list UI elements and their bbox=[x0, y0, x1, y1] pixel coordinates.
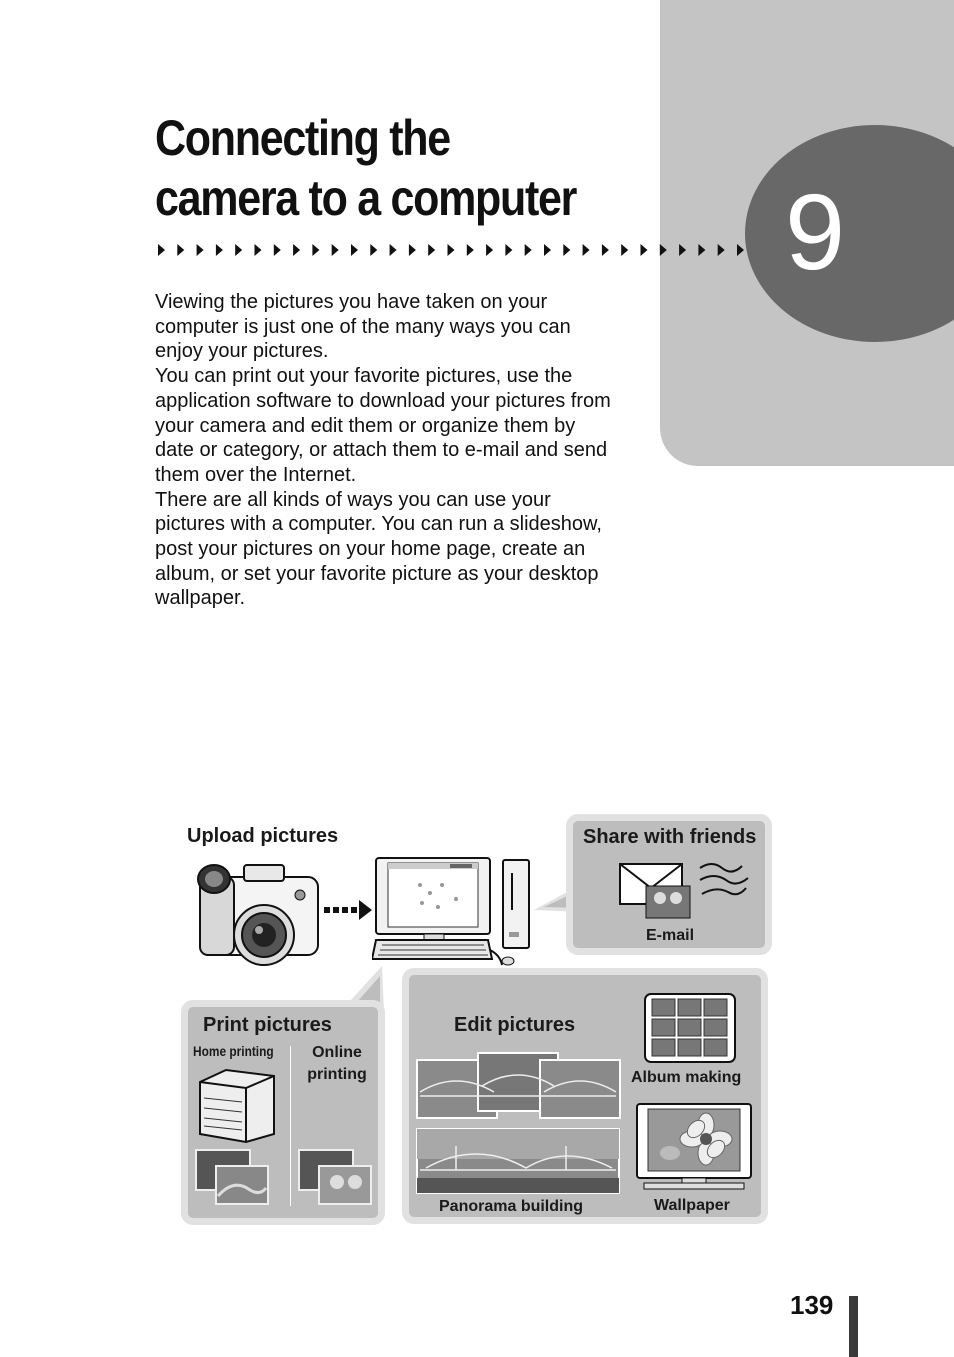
album-cell bbox=[652, 999, 675, 1016]
album-cell bbox=[704, 1039, 727, 1056]
arrow-bullet bbox=[641, 244, 648, 256]
page-number: 139 bbox=[790, 1290, 834, 1320]
album-icon bbox=[644, 993, 736, 1063]
arrow-bullet bbox=[177, 244, 184, 256]
album-cell bbox=[704, 999, 727, 1016]
intro-paragraph: You can print out your favorite pictures, use the application software to download your pictures from your camera and edit them or organize them by date or category, or attach them to e-mail and send them over the Internet. bbox=[155, 365, 611, 486]
arrow-bullet bbox=[621, 244, 628, 256]
arrow-bullet bbox=[370, 244, 377, 256]
arrow-bullet bbox=[255, 244, 262, 256]
arrow-bullet bbox=[235, 244, 242, 256]
arrow-bullet bbox=[351, 244, 358, 256]
print-divider bbox=[290, 1046, 291, 1206]
arrow-bullet bbox=[312, 244, 319, 256]
arrow-bullet bbox=[486, 244, 493, 256]
album-cell bbox=[678, 1019, 701, 1036]
arrow-bullet bbox=[679, 244, 686, 256]
arrow-bullet bbox=[525, 244, 532, 256]
panorama-building-label: Panorama building bbox=[439, 1198, 584, 1215]
arrow-bullet bbox=[660, 244, 667, 256]
arrow-bullet bbox=[428, 244, 435, 256]
album-cell bbox=[704, 1019, 727, 1036]
online-printing-label: Online printing bbox=[307, 1044, 367, 1083]
print-pictures-label: Print pictures bbox=[203, 1014, 332, 1036]
home-print-photos bbox=[194, 1148, 270, 1206]
album-cell bbox=[652, 1019, 675, 1036]
arrow-bullet bbox=[158, 244, 165, 256]
panorama-result-photo bbox=[416, 1128, 620, 1194]
arrow-bullet bbox=[274, 244, 281, 256]
online-print-photos bbox=[297, 1148, 373, 1206]
intro-paragraph: There are all kinds of ways you can use your pictures with a computer. You can run a slideshow, post your pictures on your home page, create an album, or set your favorite picture as your desktop wallpaper. bbox=[155, 488, 602, 610]
intro-text bbox=[155, 290, 615, 611]
album-cell bbox=[678, 1039, 701, 1056]
arrow-bullet bbox=[544, 244, 551, 256]
album-cell bbox=[652, 1039, 675, 1056]
album-making-label: Album making bbox=[631, 1069, 742, 1086]
arrow-divider bbox=[158, 243, 758, 257]
arrow-bullet bbox=[737, 244, 744, 256]
arrow-bullet bbox=[583, 244, 590, 256]
chapter-number: 9 bbox=[784, 171, 846, 292]
arrow-bullet bbox=[216, 244, 223, 256]
arrow-bullet bbox=[390, 244, 397, 256]
intro-paragraph: Viewing the pictures you have taken on your computer is just one of the many ways you can enjoy your pictures. bbox=[155, 291, 571, 363]
page-edge-bar bbox=[849, 1296, 858, 1357]
arrow-bullet bbox=[505, 244, 512, 256]
arrow-bullet bbox=[448, 244, 455, 256]
album-cell bbox=[678, 999, 701, 1016]
arrow-bullet bbox=[718, 244, 725, 256]
arrow-bullet bbox=[293, 244, 300, 256]
arrow-bullet bbox=[332, 244, 339, 256]
wallpaper-label: Wallpaper bbox=[654, 1197, 730, 1214]
edit-panel-join bbox=[485, 998, 575, 1014]
chapter-title-line-2: camera to a computer bbox=[155, 170, 577, 226]
arrow-bullet bbox=[602, 244, 609, 256]
printer-icon bbox=[196, 1068, 278, 1144]
transfer-arrow-icon bbox=[322, 898, 374, 924]
arrow-bullet bbox=[698, 244, 705, 256]
email-icon bbox=[616, 858, 756, 922]
chapter-title bbox=[155, 108, 602, 228]
email-label: E-mail bbox=[646, 927, 695, 944]
upload-pictures-label: Upload pictures bbox=[187, 825, 339, 847]
computer-icon bbox=[372, 855, 542, 967]
camera-icon bbox=[192, 855, 327, 970]
chapter-title-line-1: Connecting the bbox=[155, 110, 450, 166]
arrow-bullet bbox=[409, 244, 416, 256]
wallpaper-monitor-icon bbox=[636, 1103, 752, 1191]
share-with-friends-label: Share with friends bbox=[583, 826, 757, 848]
arrow-bullet bbox=[563, 244, 570, 256]
panorama-source-photos bbox=[416, 1052, 622, 1122]
arrow-bullet bbox=[467, 244, 474, 256]
edit-pictures-label: Edit pictures bbox=[454, 1014, 576, 1036]
arrow-bullet bbox=[197, 244, 204, 256]
home-printing-label: Home printing bbox=[193, 1043, 274, 1059]
